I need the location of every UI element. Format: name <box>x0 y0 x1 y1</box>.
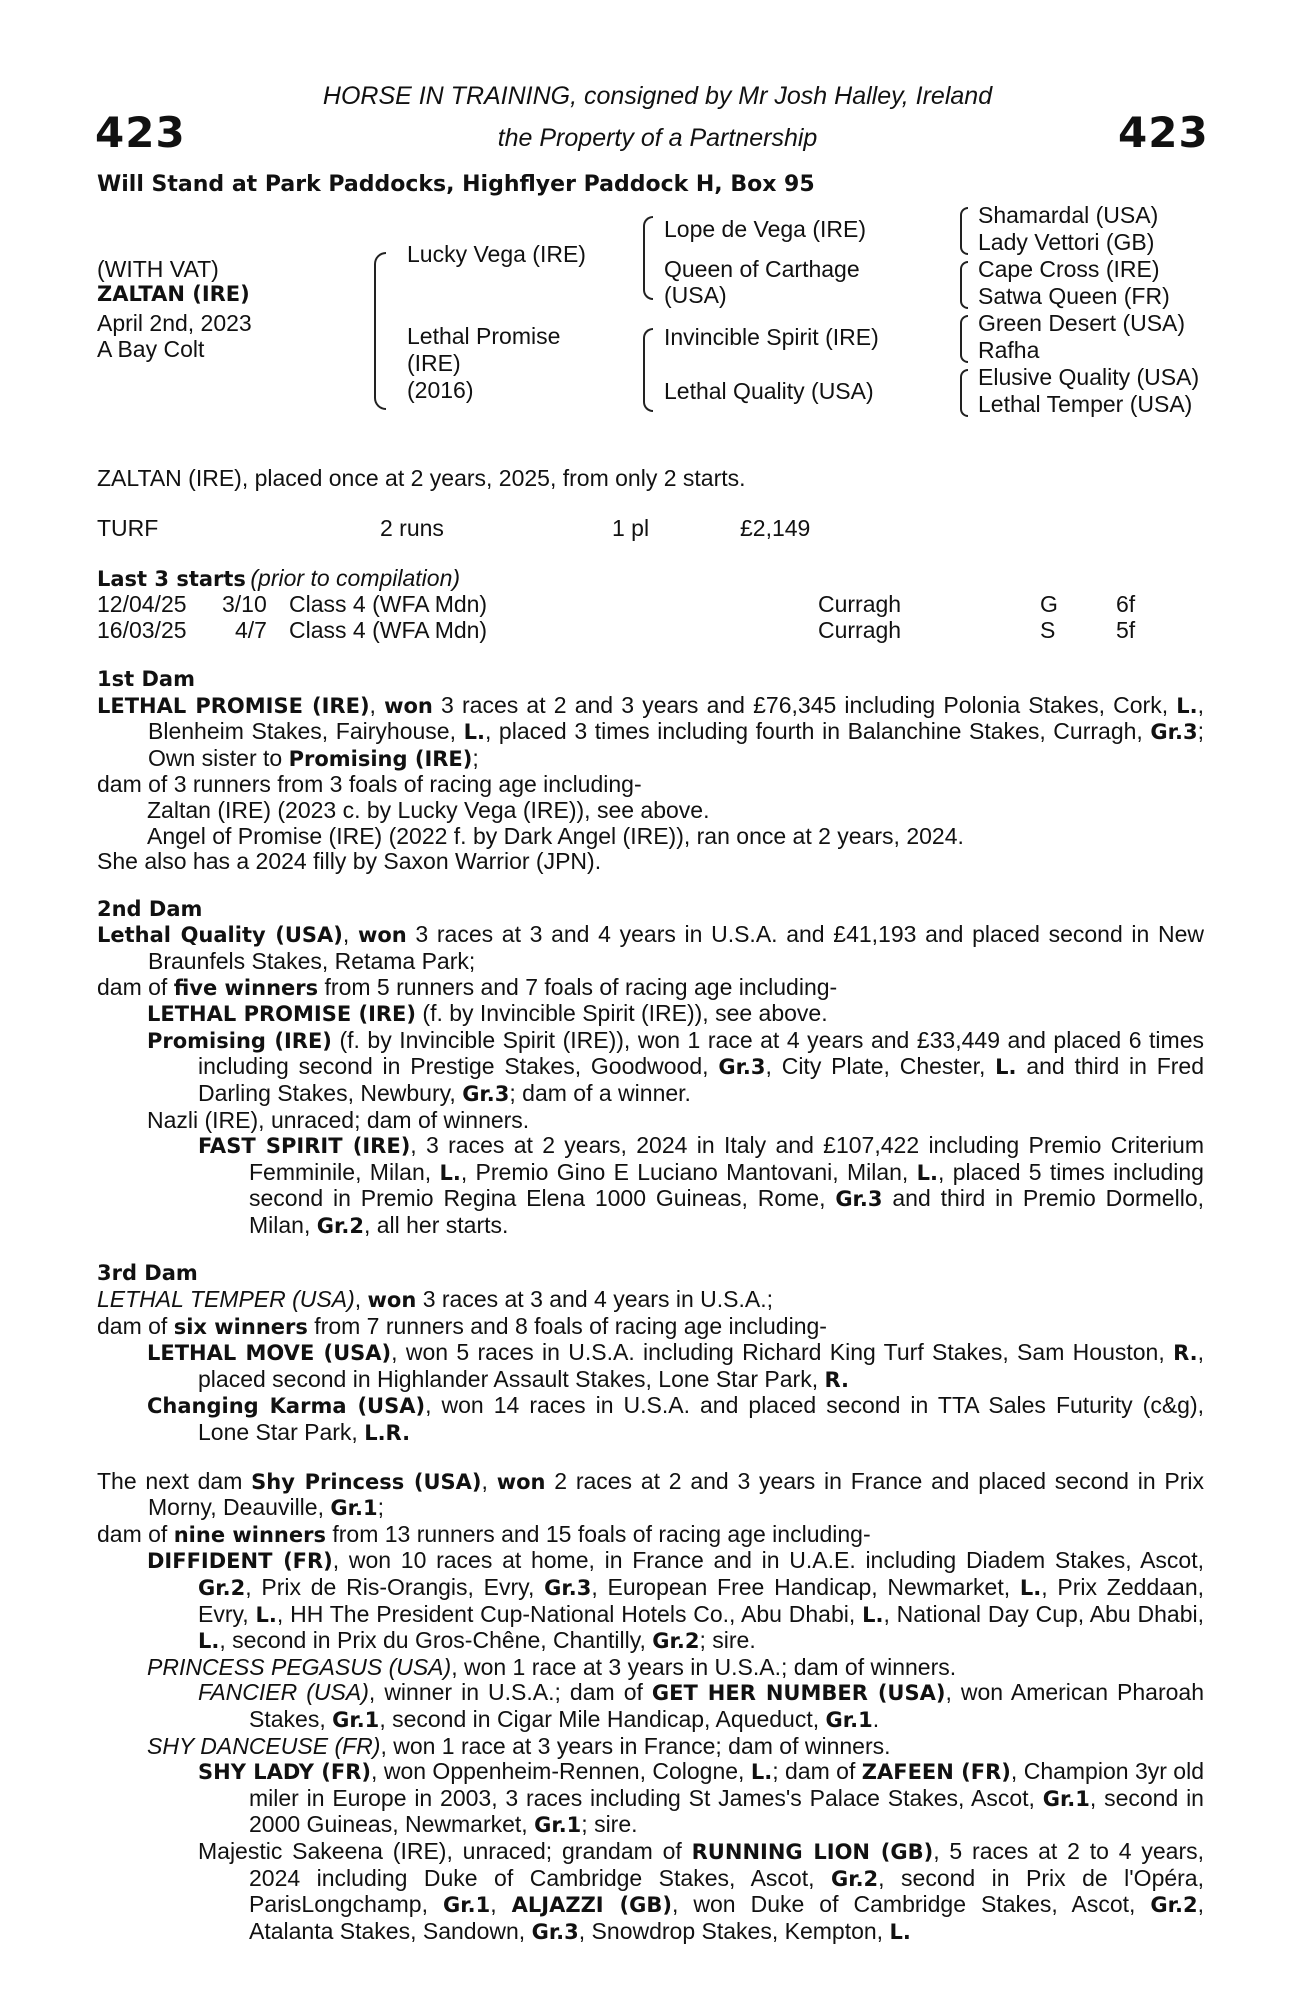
start-date-2: 16/03/25 <box>97 617 187 643</box>
lot-number-left: 423 <box>95 108 186 157</box>
pedigree-brace-g4-2 <box>960 261 968 309</box>
first-dam-produce-3: She also has a 2024 filly by Saxon Warrior (JPN). <box>97 848 602 875</box>
pedigree-dam-dam: Lethal Quality (USA) <box>664 378 874 404</box>
first-dam-produce-1: Zaltan (IRE) (2023 c. by Lucky Vega (IRE)), see above. <box>147 796 710 823</box>
pedigree-sire: Lucky Vega (IRE) <box>407 241 586 267</box>
third-dam-produce-2: Changing Karma (USA), won 14 races in U.S.A. and placed second in TTA Sales Futurity (c&g), Lone Star Park, L.R. <box>147 1392 1205 1446</box>
second-dam-produce-1: LETHAL PROMISE (IRE) (f. by Invincible Spirit (IRE)), see above. <box>147 1000 828 1027</box>
first-dam-produce-intro: dam of 3 runners from 3 foals of racing age including- <box>97 771 642 798</box>
consignment-line: HORSE IN TRAINING, consigned by Mr Josh Halley, Ireland <box>322 82 993 110</box>
property-line: the Property of a Partnership <box>497 124 818 152</box>
start-course-1: Curragh <box>818 591 902 617</box>
start-dist-1: 6f <box>1116 591 1136 617</box>
start-going-2: S <box>1040 617 1056 643</box>
foaled-date: April 2nd, 2023 <box>97 310 252 336</box>
next-dam-produce-intro: dam of nine winners from 13 runners and 15 foals of racing age including- <box>97 1520 871 1547</box>
start-pos-2: 4/7 <box>235 617 267 643</box>
second-dam-produce-2: Promising (IRE) (f. by Invincible Spirit (IRE)), won 1 race at 4 years and £33,449 and placed 6 times including second in Prestige Stakes, Goodwood, Gr.3, City Plate, Chester, L. and third in Fred Darling Stakes, Newbury, Gr.3; dam of a winner. <box>147 1026 1205 1106</box>
next-dam-produce-2: PRINCESS PEGASUS (USA), won 1 race at 3 years in U.S.A.; dam of winners. <box>147 1653 957 1680</box>
pedigree-g4-8: Lethal Temper (USA) <box>978 391 1193 417</box>
pedigree-dam <box>407 323 560 404</box>
pedigree-g4-3: Cape Cross (IRE) <box>978 256 1160 282</box>
pedigree-g4-2: Lady Vettori (GB) <box>978 229 1155 255</box>
pedigree-brace-g4-4 <box>960 369 968 417</box>
start-date-1: 12/04/25 <box>97 591 187 617</box>
record-runs: 2 runs <box>380 515 444 541</box>
pedigree-sire-dam-country: (USA) <box>664 282 727 308</box>
last-starts-heading <box>97 565 460 592</box>
next-dam-produce-5: SHY LADY (FR), won Oppenheim-Rennen, Cologne, L.; dam of ZAFEEN (FR), Champion 3yr old miler in Europe in 2003, 3 races including St James's Palace Stakes, Ascot, Gr.1, second in 2000 Guineas, Newmarket, Gr.1; sire. <box>198 1758 1205 1838</box>
start-going-1: G <box>1040 591 1058 617</box>
third-dam-entry: LETHAL TEMPER (USA), won 3 races at 3 and 4 years in U.S.A.; <box>97 1286 773 1313</box>
pedigree-sire-dam-name: Queen of Carthage <box>664 256 860 282</box>
pedigree-brace-dam <box>643 328 653 412</box>
pedigree-g4-6: Rafha <box>978 337 1040 363</box>
first-dam-entry: LETHAL PROMISE (IRE), won 3 races at 2 and 3 years and £76,345 including Polonia Stakes, Cork, L., Blenheim Stakes, Fairyhouse, L., placed 3 times including fourth in Balanchine Stakes, Curragh, Gr.3; Own sister to Promising (IRE); <box>97 691 1204 771</box>
record-earnings: £2,149 <box>740 515 811 541</box>
pedigree-g4-4: Satwa Queen (FR) <box>978 283 1170 309</box>
horse-description: A Bay Colt <box>97 336 205 362</box>
pedigree-dam-name: Lethal Promise <box>407 323 561 349</box>
pedigree-dam-country: (IRE) <box>407 350 461 376</box>
next-dam-produce-1: DIFFIDENT (FR), won 10 races at home, in France and in U.A.E. including Diadem Stakes, Ascot, Gr.2, Prix de Ris-Orangis, Evry, Gr.3, European Free Handicap, Newmarket, L., Prix Zeddaan, Evry, L., HH The President Cup-National Hotels Co., Abu Dhabi, L., National Day Cup, Abu Dhabi, L., second in Prix du Gros-Chêne, Chantilly, Gr.2; sire. <box>147 1547 1204 1654</box>
next-dam-produce-4: SHY DANCEUSE (FR), won 1 race at 3 years in France; dam of winners. <box>147 1732 891 1759</box>
second-dam-produce-intro: dam of five winners from 5 runners and 7 foals of racing age including- <box>97 973 838 1000</box>
third-dam-title: 3rd Dam <box>97 1261 198 1286</box>
next-dam-produce-6: Majestic Sakeena (IRE), unraced; grandam of RUNNING LION (GB), 5 races at 2 to 4 years, 2024 including Duke of Cambridge Stakes, Ascot, Gr.2, second in Prix de l'Opéra, ParisLongchamp, Gr.1, ALJAZZI (GB), won Duke of Cambridge Stakes, Ascot, Gr.2, Atalanta Stakes, Sandown, Gr.3, Snowdrop Stakes, Kempton, L. <box>198 1837 1204 1944</box>
record-surface: TURF <box>97 515 159 541</box>
first-dam-title: 1st Dam <box>97 667 195 691</box>
vat-note: (WITH VAT) <box>97 256 219 282</box>
first-dam-produce-2: Angel of Promise (IRE) (2022 f. by Dark Angel (IRE)), ran once at 2 years, 2024. <box>147 822 964 849</box>
start-pos-1: 3/10 <box>222 591 267 617</box>
start-dist-2: 5f <box>1116 617 1136 643</box>
third-dam-produce-intro: dam of six winners from 7 runners and 8 foals of racing age including- <box>97 1312 827 1339</box>
pedigree-brace-g4-3 <box>960 315 968 363</box>
pedigree-sire-dam <box>664 256 860 308</box>
start-course-2: Curragh <box>818 617 902 643</box>
second-dam-title: 2nd Dam <box>97 896 203 921</box>
pedigree-gen4 <box>978 202 1199 418</box>
second-dam-entry: Lethal Quality (USA), won 3 races at 3 and 4 years in U.S.A. and £41,193 and placed second in New Braunfels Stakes, Retama Park; <box>97 921 1204 974</box>
start-race-1: Class 4 (WFA Mdn) <box>289 591 488 617</box>
next-dam-produce-3: FANCIER (USA), winner in U.S.A.; dam of GET HER NUMBER (USA), won American Pharoah Stakes, Gr.1, second in Cigar Mile Handicap, Aqueduct, Gr.1. <box>198 1679 1204 1732</box>
pedigree-brace-sire <box>643 216 653 300</box>
record-placed: 1 pl <box>612 515 650 541</box>
lot-number-right: 423 <box>1118 108 1209 157</box>
second-dam-produce-4: FAST SPIRIT (IRE), 3 races at 2 years, 2024 in Italy and £107,422 including Premio Criterium Femminile, Milan, L., Premio Gino E Luciano Mantovani, Milan, L., placed 5 times including second in Premio Regina Elena 1000 Guineas, Rome, Gr.3 and third in Premio Dormello, Milan, Gr.2, all her starts. <box>198 1132 1205 1238</box>
pedigree-g4-7: Elusive Quality (USA) <box>978 364 1200 390</box>
pedigree-notes <box>97 667 1204 1945</box>
third-dam-produce-1: LETHAL MOVE (USA), won 5 races in U.S.A. including Richard King Turf Stakes, Sam Houston, R., placed second in Highlander Assault Stakes, Lone Star Park, R. <box>147 1339 1204 1392</box>
pedigree-g4-1: Shamardal (USA) <box>978 202 1159 228</box>
venue-line: Will Stand at Park Paddocks, Highflyer Paddock H, Box 95 <box>97 172 815 197</box>
pedigree-brace-gen1 <box>374 252 386 410</box>
pedigree-g4-5: Green Desert (USA) <box>978 310 1186 336</box>
start-race-2: Class 4 (WFA Mdn) <box>289 617 488 643</box>
pedigree-dam-sire: Invincible Spirit (IRE) <box>664 324 879 350</box>
pedigree-sire-sire: Lope de Vega (IRE) <box>664 216 867 242</box>
last-starts-title: Last 3 starts <box>97 567 246 591</box>
pedigree-dam-year: (2016) <box>407 377 474 403</box>
race-summary: ZALTAN (IRE), placed once at 2 years, 2025, from only 2 starts. <box>97 465 746 491</box>
second-dam-produce-3: Nazli (IRE), unraced; dam of winners. <box>147 1106 530 1133</box>
last-starts-note: (prior to compilation) <box>250 565 461 591</box>
horse-name: ZALTAN (IRE) <box>97 282 250 306</box>
next-dam-entry: The next dam Shy Princess (USA), won 2 races at 2 and 3 years in France and placed second in Prix Morny, Deauville, Gr.1; <box>97 1467 1204 1521</box>
pedigree-brace-g4-1 <box>960 207 968 255</box>
